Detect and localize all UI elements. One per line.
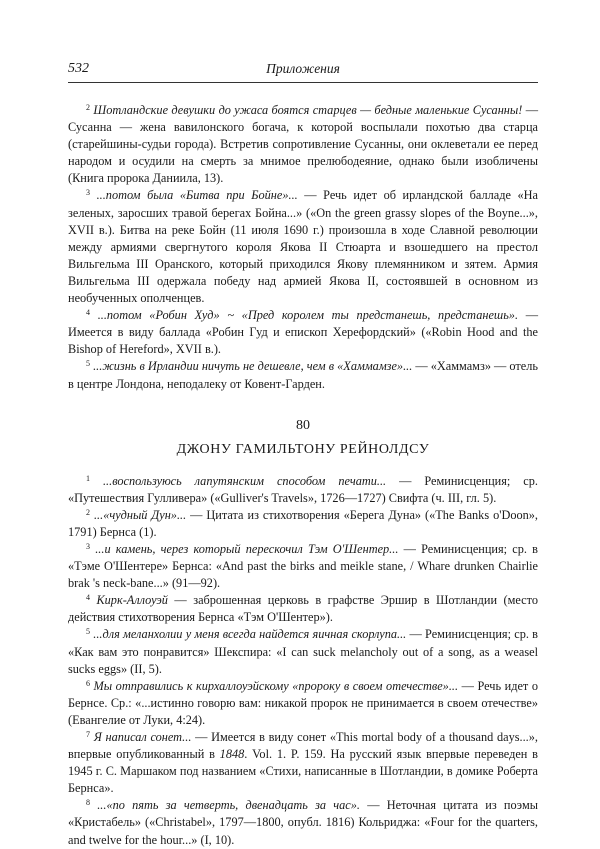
footnote-text: — Сусанна — жена вавилонского богача, к которой воспылали похотью два старца (старейшины-судьи города). Встретив сопротивление Сусанны, они оклеветали ее перед народом и осудили на смерть за мнимое прелюбодеяние, однако были изобличены (Книга пророка Даниила, 13). [68, 103, 538, 186]
footnote-6 [68, 678, 538, 729]
footnote-text: — «Хаммамз» — отель в центре Лондона, неподалеку от Ковент-Гарден. [68, 359, 539, 391]
footnote-3 [68, 541, 538, 592]
footnote-number: 3 [86, 188, 90, 198]
footnote-number: 7 [86, 730, 90, 739]
footnote-cue: ...воспользуюсь лапутянским способом печати... [102, 473, 387, 488]
footnote-number: 3 [86, 541, 90, 551]
footnote-number: 8 [86, 798, 90, 808]
footnote-text: — Речь идет об ирландской балладе «На зеленых, заросших травой берегах Бойна...» («On the green grassy slopes of the Boyne...», XVII в.). Битва на реке Бойн (11 июля 1690 г.) произошла в ходе Славной революции между армиями свергнутого короля Якова II Стюарта и взошедшего на престол Вильгельма III Оранского, который приходился Якову племянником и зятем. Армия Вильгельма III одержала победу над армией Якова II, состоявшей в основном из необученных ополченцев. [68, 188, 538, 306]
footnote-text: — Речь идет о Бернсе. Ср.: «...истинно говорю вам: никакой пророк не принимается в своем отечестве» (Евангелие от Луки, 4:24). [68, 678, 538, 727]
footnote-cue: ...для меланхолии у меня всегда найдется яичная скорлупа... [93, 627, 407, 642]
letter-title: ДЖОНУ ГАМИЛЬТОНУ РЕЙНОЛДСУ [176, 441, 430, 457]
footnote-number: 4 [86, 308, 90, 318]
footnote-cue: ...жизнь в Ирландии ничуть не дешевле, чем в «Хаммамзе»... [93, 359, 413, 374]
footnote-8 [68, 797, 538, 848]
footnote-cue: Шотландские девушки до ужаса боятся старцев — бедные маленькие Сусанны! [93, 103, 523, 117]
page-number: 532 [68, 61, 89, 76]
footnote-4 [68, 592, 538, 626]
footnote-2 [68, 102, 538, 187]
document-page [68, 55, 538, 849]
footnote-cue: ...потом была «Битва при Бойне»... [96, 188, 298, 203]
footnote-number: 2 [86, 507, 90, 517]
footnote-cue: ...«по пять за четверть, двенадцать за час». [97, 798, 360, 813]
notes-letter-80 [68, 473, 538, 849]
footnote-5 [68, 626, 538, 677]
publication-year: 1848 [219, 747, 245, 762]
footnote-5 [68, 358, 538, 392]
footnote-cue: Мы отправились к кирхаллоуэйскому «пророку в своем отечестве»... [93, 678, 459, 693]
footnote-cue: ...и камень, через который перескочил Тэм О'Шентер... [95, 541, 399, 556]
footnote-text: — Реминисценция; ср. в «Тэме О'Шентере» Бернса: «And past the birks and meikle stane, / Whare drunken Chairlie brak 's neck-bane...» (91—92). [68, 541, 538, 591]
footnote-text: — Неточная цитата из поэмы «Кристабель» («Christabel», 1797—1800, опубл. 1816) Кольриджа: «Four for the quarters, and twelve for the hour...» (I, 10). [68, 798, 539, 847]
footnote-text: — Реминисценция; ср. «Путешествия Гулливера» («Gulliver's Travels», 1726—1727) Свифта (ч. III, гл. 5). [68, 473, 538, 505]
footnote-number: 5 [86, 627, 90, 637]
footnote-number: 2 [86, 103, 90, 112]
footnote-7 [68, 729, 538, 797]
footnote-4 [68, 307, 538, 358]
footnote-number: 5 [86, 359, 90, 369]
footnote-1 [68, 473, 538, 507]
footnote-cue: ...потом «Робин Худ» ~ «Пред королем ты предстанешь, предстанешь». [97, 308, 519, 323]
footnote-text: — Реминисценция; ср. в «Как вам это понравится» Шекспира: «I can suck melancholy out of a song, as a weasel sucks eggs» (II, 5). [68, 627, 538, 676]
header-rule [68, 82, 538, 83]
footnote-number: 4 [86, 593, 90, 603]
footnote-text: — заброшенная церковь в графстве Эршир в Шотландии (место действия стихотворения Бернса «Тэм О'Шентер»). [68, 593, 538, 625]
footnote-text: — Имеется в виду сонет «This mortal body of a thousand days...», впервые опубликованный в [68, 730, 538, 762]
footnote-number: 1 [86, 473, 90, 483]
letter-number: 80 [296, 417, 310, 433]
footnote-text: — Имеется в виду баллада «Робин Гуд и епископ Херефордский» («Robin Hood and the Bishop of Hereford», XVII в.). [68, 308, 539, 357]
page-header [68, 55, 538, 77]
notes-letter-79-continued [68, 102, 538, 393]
footnote-text-continued: . Vol. 1. P. 159. На русский язык впервые переведен в 1945 г. С. Маршаком под названием «Стихи, написанные в Шотландии, в домике Роберта Бернса». [68, 747, 538, 796]
footnote-cue: Я написал сонет... [93, 730, 192, 744]
footnote-cue: Кирк-Аллоуэй [96, 593, 168, 608]
footnote-2 [68, 507, 538, 541]
footnote-cue: ...«чудный Дун»... [93, 507, 187, 522]
footnote-number: 6 [86, 678, 90, 688]
footnote-text: — Цитата из стихотворения «Берега Дуна» («The Banks o'Doon», 1791) Бернса (1). [68, 507, 538, 539]
footnote-3 [68, 187, 538, 307]
running-title: Приложения [266, 61, 340, 76]
